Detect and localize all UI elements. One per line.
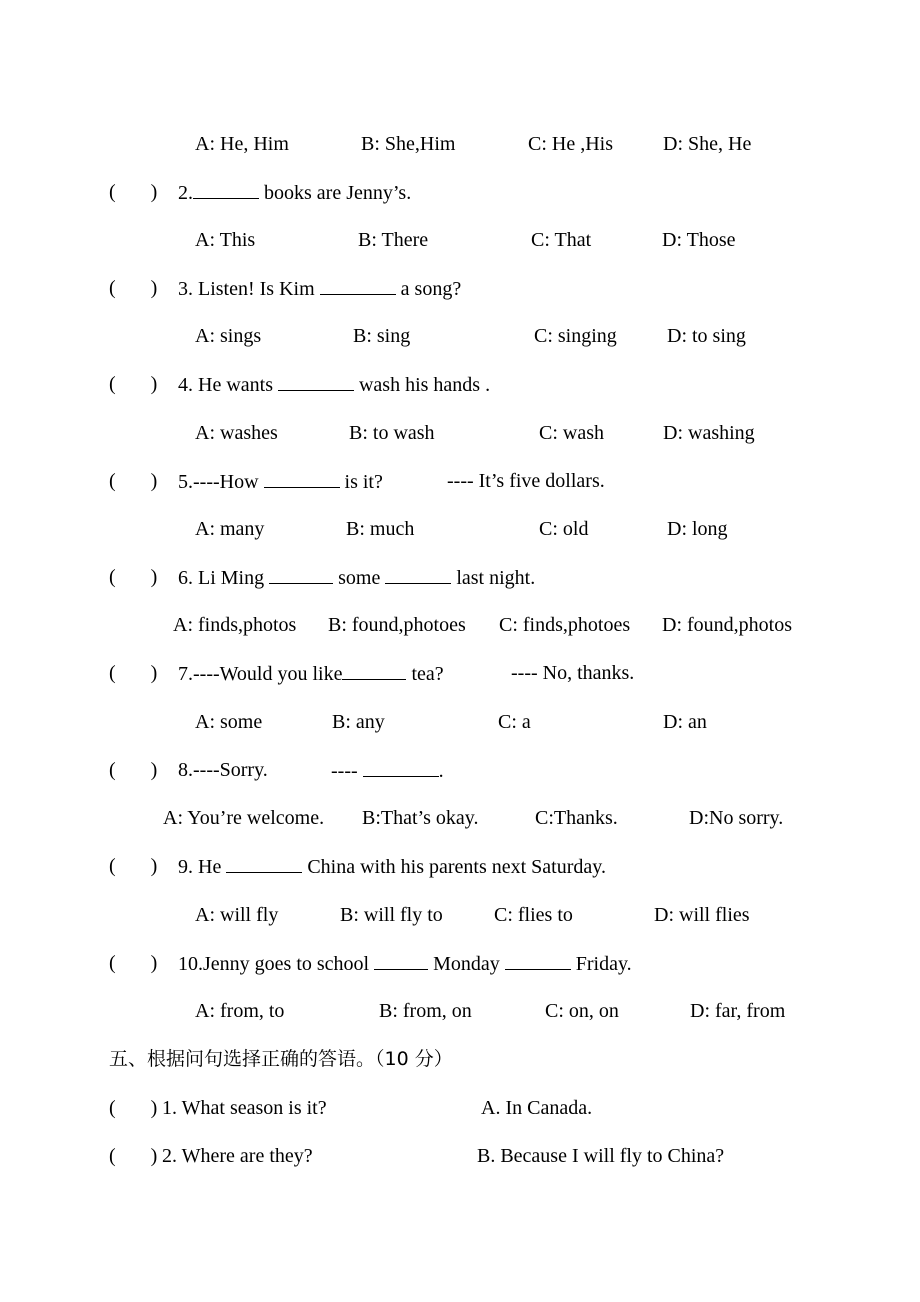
answer-blank[interactable] (193, 180, 259, 199)
answer-blank[interactable] (278, 372, 354, 391)
q10-option-d: D: far, from (690, 1000, 786, 1022)
q2-option-a: A: This (195, 229, 256, 251)
answer-paren[interactable]: ( ) (109, 952, 158, 974)
question-6: 6. Li Ming some last night. (178, 567, 536, 589)
q1-option-d: D: She, He (663, 133, 752, 155)
answer-blank[interactable] (226, 854, 302, 873)
q8-option-d: D:No sorry. (689, 807, 784, 829)
q4-option-b: B: to wash (349, 422, 435, 444)
question-8: 8.----Sorry. (178, 759, 268, 781)
q3-option-a: A: sings (195, 325, 262, 347)
q1-option-c: C: He ,His (528, 133, 613, 155)
question-4: 4. He wants wash his hands . (178, 374, 491, 396)
q2-option-b: B: There (358, 229, 429, 251)
answer-blank[interactable] (363, 758, 439, 777)
q5-option-b: B: much (346, 518, 415, 540)
q5-option-a: A: many (195, 518, 265, 540)
question-10: 10.Jenny goes to school Monday Friday. (178, 953, 632, 975)
answer-blank[interactable] (374, 951, 428, 970)
answer-blank[interactable] (342, 661, 406, 680)
q7-option-d: D: an (663, 711, 707, 733)
q3-option-d: D: to sing (667, 325, 746, 347)
q6-option-b: B: found,photoes (328, 614, 466, 636)
q9-option-d: D: will flies (654, 904, 750, 926)
answer-paren[interactable]: ( ) (109, 277, 158, 299)
answer-blank[interactable] (269, 565, 333, 584)
q1-option-b: B: She,Him (361, 133, 456, 155)
q4-option-a: A: washes (195, 422, 278, 444)
answer-paren[interactable]: ( ) (109, 759, 158, 781)
q10-option-c: C: on, on (545, 1000, 619, 1022)
q4-option-c: C: wash (539, 422, 604, 444)
q5-option-d: D: long (667, 518, 728, 540)
answer-paren[interactable]: ( ) (109, 855, 158, 877)
answer-paren[interactable]: ( ) (109, 1145, 158, 1167)
q8-option-b: B:That’s okay. (362, 807, 479, 829)
q9-option-c: C: flies to (494, 904, 573, 926)
answer-paren[interactable]: ( ) (109, 373, 158, 395)
answer-blank[interactable] (385, 565, 451, 584)
answer-paren[interactable]: ( ) (109, 470, 158, 492)
q6-option-c: C: finds,photoes (499, 614, 631, 636)
question-3: 3. Listen! Is Kim a song? (178, 278, 462, 300)
q5-option-c: C: old (539, 518, 589, 540)
q10-option-b: B: from, on (379, 1000, 472, 1022)
answer-paren[interactable]: ( ) (109, 566, 158, 588)
q3-option-b: B: sing (353, 325, 411, 347)
question-7: 7.----Would you like tea? (178, 663, 444, 685)
answer-paren[interactable]: ( ) (109, 181, 158, 203)
question-5-response: ---- It’s five dollars. (447, 470, 605, 492)
q7-option-c: C: a (498, 711, 531, 733)
q9-option-b: B: will fly to (340, 904, 443, 926)
answer-blank[interactable] (264, 469, 340, 488)
q1-option-a: A: He, Him (195, 133, 289, 155)
q8-option-c: C:Thanks. (535, 807, 618, 829)
q4-option-d: D: washing (663, 422, 755, 444)
section-5-question-2: 2. Where are they? (162, 1145, 313, 1167)
q6-option-a: A: finds,photos (173, 614, 297, 636)
question-8-response: ---- . (331, 760, 444, 782)
question-2: 2. books are Jenny’s. (178, 182, 412, 204)
section-5-heading: 五、根据问句选择正确的答语。（10 分） (109, 1048, 453, 1070)
question-5: 5.----How is it? (178, 471, 383, 493)
answer-blank[interactable] (320, 276, 396, 295)
q9-option-a: A: will fly (195, 904, 279, 926)
section-5-answer-b: B. Because I will fly to China? (477, 1145, 725, 1167)
question-7-response: ---- No, thanks. (511, 662, 635, 684)
q3-option-c: C: singing (534, 325, 617, 347)
answer-paren[interactable]: ( ) (109, 1097, 158, 1119)
answer-paren[interactable]: ( ) (109, 662, 158, 684)
q6-option-d: D: found,photos (662, 614, 792, 636)
q2-option-c: C: That (531, 229, 592, 251)
q7-option-a: A: some (195, 711, 263, 733)
section-5-answer-a: A. In Canada. (481, 1097, 593, 1119)
q10-option-a: A: from, to (195, 1000, 285, 1022)
answer-blank[interactable] (505, 951, 571, 970)
q8-option-a: A: You’re welcome. (163, 807, 325, 829)
question-9: 9. He China with his parents next Saturday. (178, 856, 606, 878)
section-5-question-1: 1. What season is it? (162, 1097, 327, 1119)
q7-option-b: B: any (332, 711, 385, 733)
q2-option-d: D: Those (662, 229, 736, 251)
